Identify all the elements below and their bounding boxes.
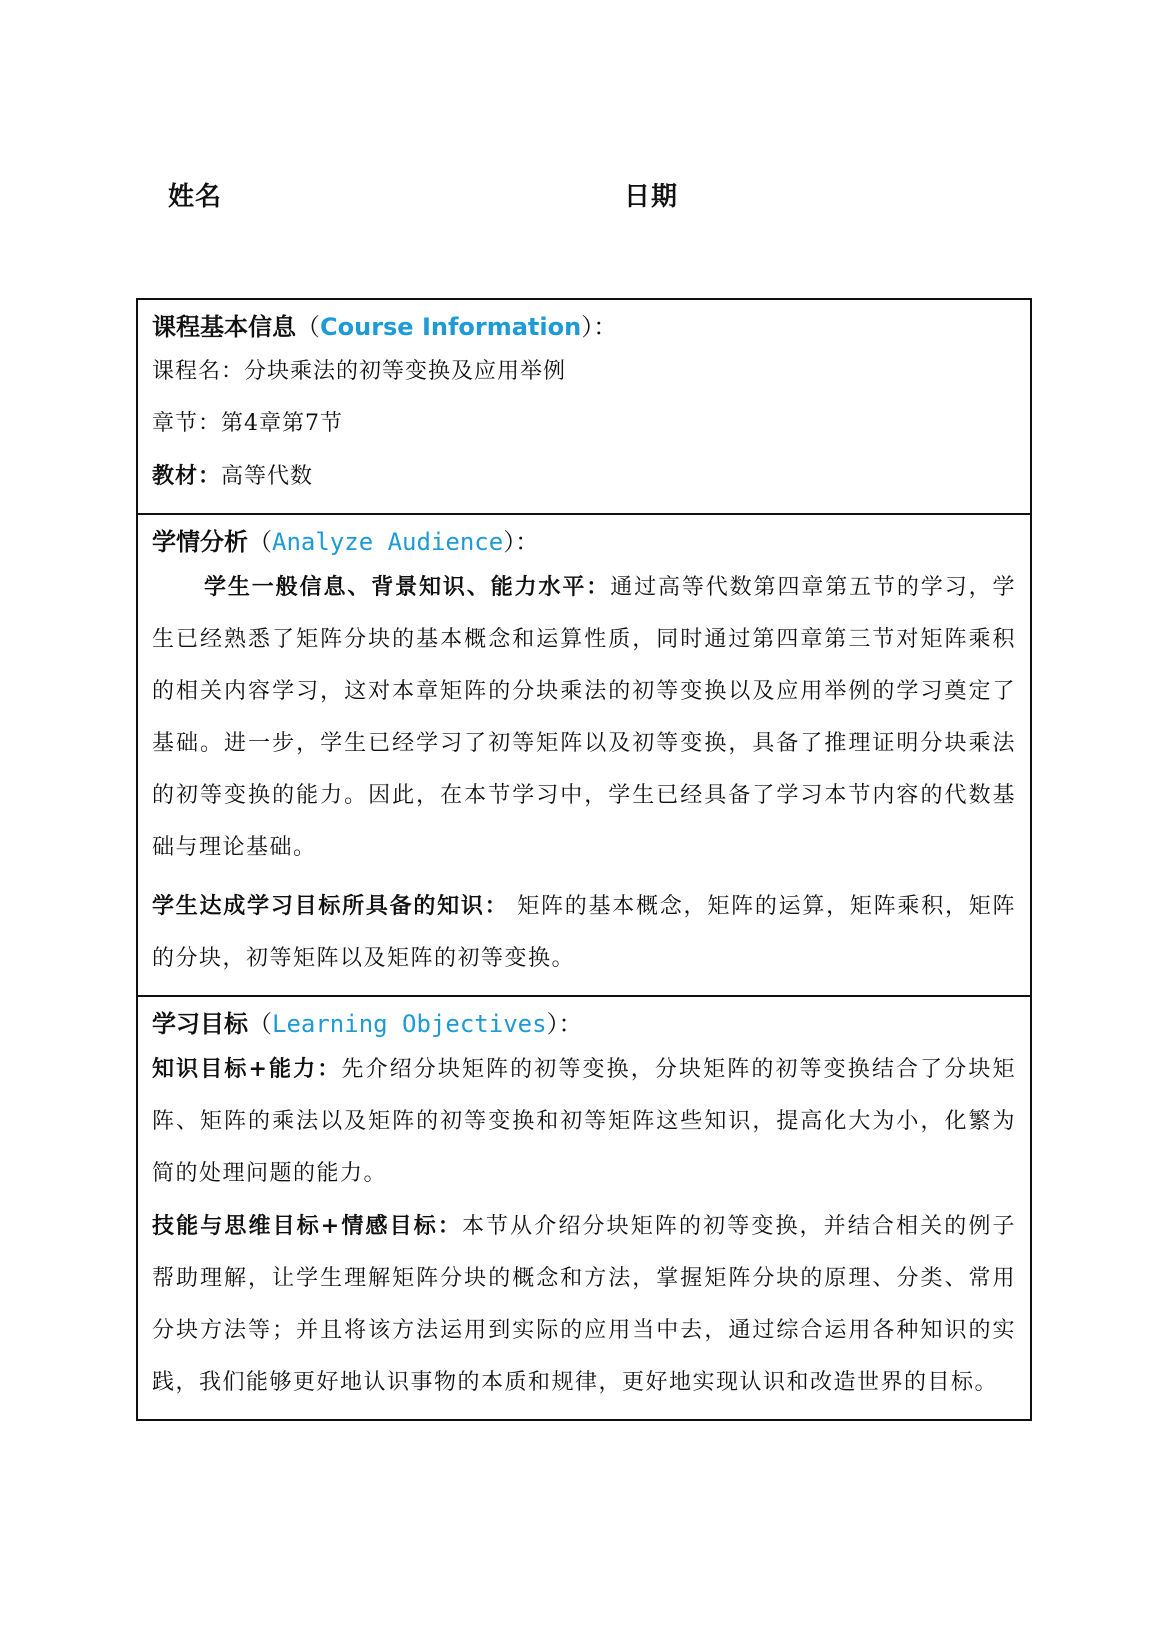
course-name-row [152, 346, 1016, 398]
objectives-heading: 学习目标（Learning Objectives）： [152, 1010, 583, 1038]
knowledge-objective-paragraph [152, 1043, 1016, 1200]
audience-heading-cn: 学情分析 [152, 528, 248, 556]
background-label: 学生一般信息、背景知识、能力水平： [204, 574, 611, 600]
skills-objective-label: 技能与思维目标+情感目标： [152, 1213, 462, 1239]
textbook-label: 教材： [152, 463, 222, 489]
objectives-section [138, 995, 1030, 1419]
knowledge-paragraph [152, 880, 1016, 985]
course-info-heading-cn: 课程基本信息 [152, 313, 296, 341]
skills-objective-paragraph [152, 1200, 1016, 1409]
course-info-section [138, 300, 1030, 513]
course-name-label: 课程名： [152, 359, 245, 384]
date-label: 日期 [624, 182, 679, 212]
background-paragraph [152, 561, 1016, 874]
knowledge-label: 学生达成学习目标所具备的知识： [152, 893, 509, 919]
course-name-value: 分块乘法的初等变换及应用举例 [244, 359, 567, 384]
audience-heading: 学情分析（Analyze Audience）： [152, 528, 540, 556]
chapter-value: 第4章第7节 [221, 411, 344, 436]
knowledge-objective-text: 先介绍分块矩阵的初等变换，分块矩阵的初等变换结合了分块矩阵、矩阵的乘法以及矩阵的初等变换和初等矩阵这些知识，提高化大为小，化繁为简的处理问题的能力。 [152, 1057, 1016, 1186]
textbook-value: 高等代数 [221, 464, 314, 489]
textbook-row [152, 450, 1016, 503]
lesson-plan-table [136, 298, 1032, 1421]
audience-heading-en: Analyze Audience [272, 528, 504, 556]
chapter-label: 章节： [152, 411, 222, 436]
background-text: 通过高等代数第四章第五节的学习，学生已经熟悉了矩阵分块的基本概念和运算性质，同时通过第四章第三节对矩阵乘积的相关内容学习，这对本章矩阵的分块乘法的初等变换以及应用举例的学习奠定了基础。进一步，学生已经学习了初等矩阵以及初等变换，具备了推理证明分块乘法的初等变换的能力。因此，在本节学习中，学生已经具备了学习本节内容的代数基础与理论基础。 [152, 575, 1016, 860]
course-info-heading: 课程基本信息（Course Information）： [152, 313, 618, 341]
knowledge-objective-label: 知识目标+能力： [152, 1056, 342, 1082]
name-label: 姓名 [168, 182, 223, 212]
chapter-row [152, 398, 1016, 450]
objectives-heading-en: Learning Objectives [272, 1010, 547, 1038]
objectives-heading-cn: 学习目标 [152, 1010, 248, 1038]
course-info-heading-en: Course Information [320, 313, 582, 341]
skills-objective-text: 本节从介绍分块矩阵的初等变换，并结合相关的例子帮助理解，让学生理解矩阵分块的概念和方法，掌握矩阵分块的原理、分类、常用分块方法等；并且将该方法运用到实际的应用当中去，通过综合运用各种知识的实践，我们能够更好地认识事物的本质和规律，更好地实现认识和改造世界的目标。 [152, 1214, 1016, 1395]
audience-section [138, 513, 1030, 995]
knowledge-text: 矩阵的基本概念，矩阵的运算，矩阵乘积，矩阵的分块，初等矩阵以及矩阵的初等变换。 [152, 894, 1016, 971]
